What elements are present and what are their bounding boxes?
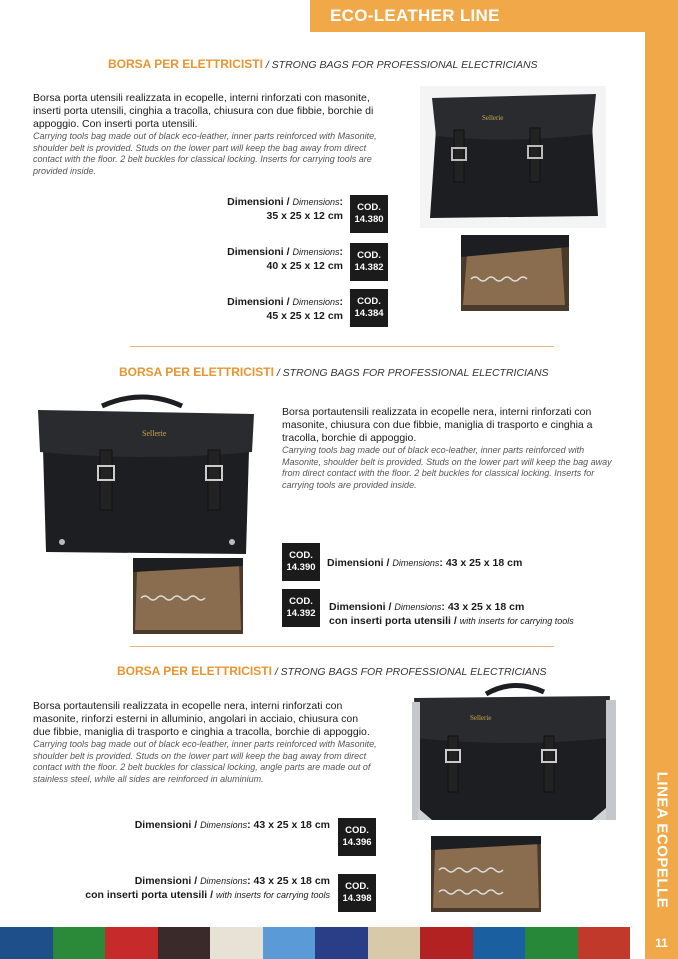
footer-color-block (158, 927, 211, 959)
section-title-en: STRONG BAGS FOR PROFESSIONAL ELECTRICIANS (271, 59, 538, 71)
section-title-it: BORSA PER ELETTRICISTI (119, 365, 274, 379)
footer-color-block (525, 927, 578, 959)
description-it: Borsa porta utensili realizzata in ecopelle, interni rinforzati con masonite, inserti porta utensili, cinghia a tracolla, chiusura con due fibbie, borchie di appoggio. Con inserti porta utensili. (33, 92, 374, 130)
footer-color-block (473, 927, 526, 959)
dimension-size: 43 x 25 x 18 cm (445, 557, 523, 569)
footer-color-strip (0, 927, 630, 959)
section-divider (130, 646, 554, 647)
section-3-title: BORSA PER ELETTRICISTI / STRONG BAGS FOR PROFESSIONAL ELECTRICIANS (117, 664, 547, 678)
footer-color-block (315, 927, 368, 959)
product-code: 14.396 (342, 837, 372, 848)
footer-color-block (210, 927, 263, 959)
bag-inside-photo (133, 558, 243, 634)
product-code-badge: COD. 14.382 (350, 243, 388, 281)
dimension-row: Dimensioni / Dimensions: 43 x 25 x 18 cm con inserti porta utensili / with inserts for carrying tools (329, 601, 574, 627)
dimension-row: Dimensioni / Dimensions: 40 x 25 x 12 cm (227, 246, 343, 272)
footer-color-block (368, 927, 421, 959)
dimension-size: 43 x 25 x 18 cm (253, 819, 330, 831)
header-band (310, 0, 678, 32)
product-code: 14.380 (354, 214, 384, 225)
footer-color-block (0, 927, 53, 959)
section-2-description (282, 406, 616, 491)
product-code: 14.384 (354, 308, 384, 319)
section-1-title: BORSA PER ELETTRICISTI / STRONG BAGS FOR PROFESSIONAL ELECTRICIANS (108, 57, 538, 71)
footer-color-block (578, 927, 631, 959)
dimension-size: 45 x 25 x 12 cm (266, 310, 343, 322)
dimension-row: Dimensioni / Dimensions: 35 x 25 x 12 cm (227, 196, 343, 222)
bag-inside-photo (431, 836, 541, 912)
product-code: 14.390 (286, 562, 316, 573)
description-it: Borsa portautensili realizzata in ecopelle nera, interni rinforzati con masonite, rinforzi esterni in alluminio, angolari in acciaio, chiusura con due fibbie, maniglia di trasporto e cinghia a tracolla, borchie di appoggio. (33, 700, 370, 738)
dimension-size: 35 x 25 x 12 cm (266, 210, 343, 222)
product-code-badge: COD. 14.392 (282, 589, 320, 627)
svg-text:Sellerie: Sellerie (482, 114, 504, 122)
dimension-row: Dimensioni / Dimensions: 43 x 25 x 18 cm (134, 819, 330, 831)
product-code: 14.382 (354, 262, 384, 273)
product-code: 14.392 (286, 608, 316, 619)
dimension-size: 43 x 25 x 18 cm (253, 875, 330, 887)
dimension-row: Dimensioni / Dimensions: 45 x 25 x 12 cm (227, 296, 343, 322)
footer-color-block (53, 927, 106, 959)
product-code-badge: COD. 14.384 (350, 289, 388, 327)
svg-text:Sellerie: Sellerie (142, 429, 167, 438)
page-number: 11 (645, 927, 678, 959)
section-title-en: STRONG BAGS FOR PROFESSIONAL ELECTRICIANS (280, 666, 547, 678)
section-title-it: BORSA PER ELETTRICISTI (108, 57, 263, 71)
description-en: Carrying tools bag made out of black eco-leather, inner parts reinforced with Masonite, shoulder belt is provided. Studs on the lower part will keep the bag away from direct contact with the floor. 2 belt buckles for classical locking. Inserts for carrying tools are provided inside. (33, 131, 377, 176)
footer-color-block (105, 927, 158, 959)
section-title-en: STRONG BAGS FOR PROFESSIONAL ELECTRICIANS (282, 367, 549, 379)
product-code-badge: COD. 14.390 (282, 543, 320, 581)
description-en: Carrying tools bag made out of black eco-leather, inner parts reinforced with Masonite, shoulder belt is provided. Studs on the lower part will keep the bag away from direct contact with the floor. 2 belt buckles for classical locking, angle parts are made out of stainless steel, while all sides are reinforced in aluminium. (33, 739, 377, 784)
product-code: 14.398 (342, 893, 372, 904)
footer-color-block (420, 927, 473, 959)
section-2-title: BORSA PER ELETTRICISTI / STRONG BAGS FOR PROFESSIONAL ELECTRICIANS (119, 365, 549, 379)
page-header-title: ECO-LEATHER LINE (330, 6, 500, 25)
product-code-badge: COD. 14.396 (338, 818, 376, 856)
dimension-size: 43 x 25 x 18 cm (447, 601, 525, 613)
svg-text:Sellerie: Sellerie (470, 714, 492, 722)
dimension-row: Dimensioni / Dimensions: 43 x 25 x 18 cm con inserti porta utensili / with inserts for carrying tools (85, 875, 330, 901)
description-en: Carrying tools bag made out of black eco-leather, inner parts reinforced with Masonite, shoulder belt is provided. Studs on the lower part will keep the bag away from direct contact with the floor. 2 belt buckles for classical locking. Inserts for carrying tools are provided inside. (282, 445, 612, 490)
dimension-size: 40 x 25 x 12 cm (266, 260, 343, 272)
bag-photo (420, 86, 606, 228)
dimension-row: Dimensioni / Dimensions: 43 x 25 x 18 cm (327, 557, 523, 569)
bag-inside-photo (461, 235, 569, 311)
side-label: LINEA ECOPELLE (653, 771, 671, 909)
section-1-description (33, 92, 378, 177)
product-code-badge: COD. 14.380 (350, 195, 388, 233)
section-3-description (33, 700, 378, 785)
section-title-it: BORSA PER ELETTRICISTI (117, 664, 272, 678)
bag-photo (32, 392, 260, 568)
section-divider (130, 346, 554, 347)
product-code-badge: COD. 14.398 (338, 874, 376, 912)
footer-color-block (263, 927, 316, 959)
description-it: Borsa portautensili realizzata in ecopelle nera, interni rinforzati con masonite, chiusura con due fibbie, maniglia di trasporto e cinghia a tracolla, borchie di appoggio. (282, 406, 593, 444)
bag-photo (410, 680, 620, 832)
